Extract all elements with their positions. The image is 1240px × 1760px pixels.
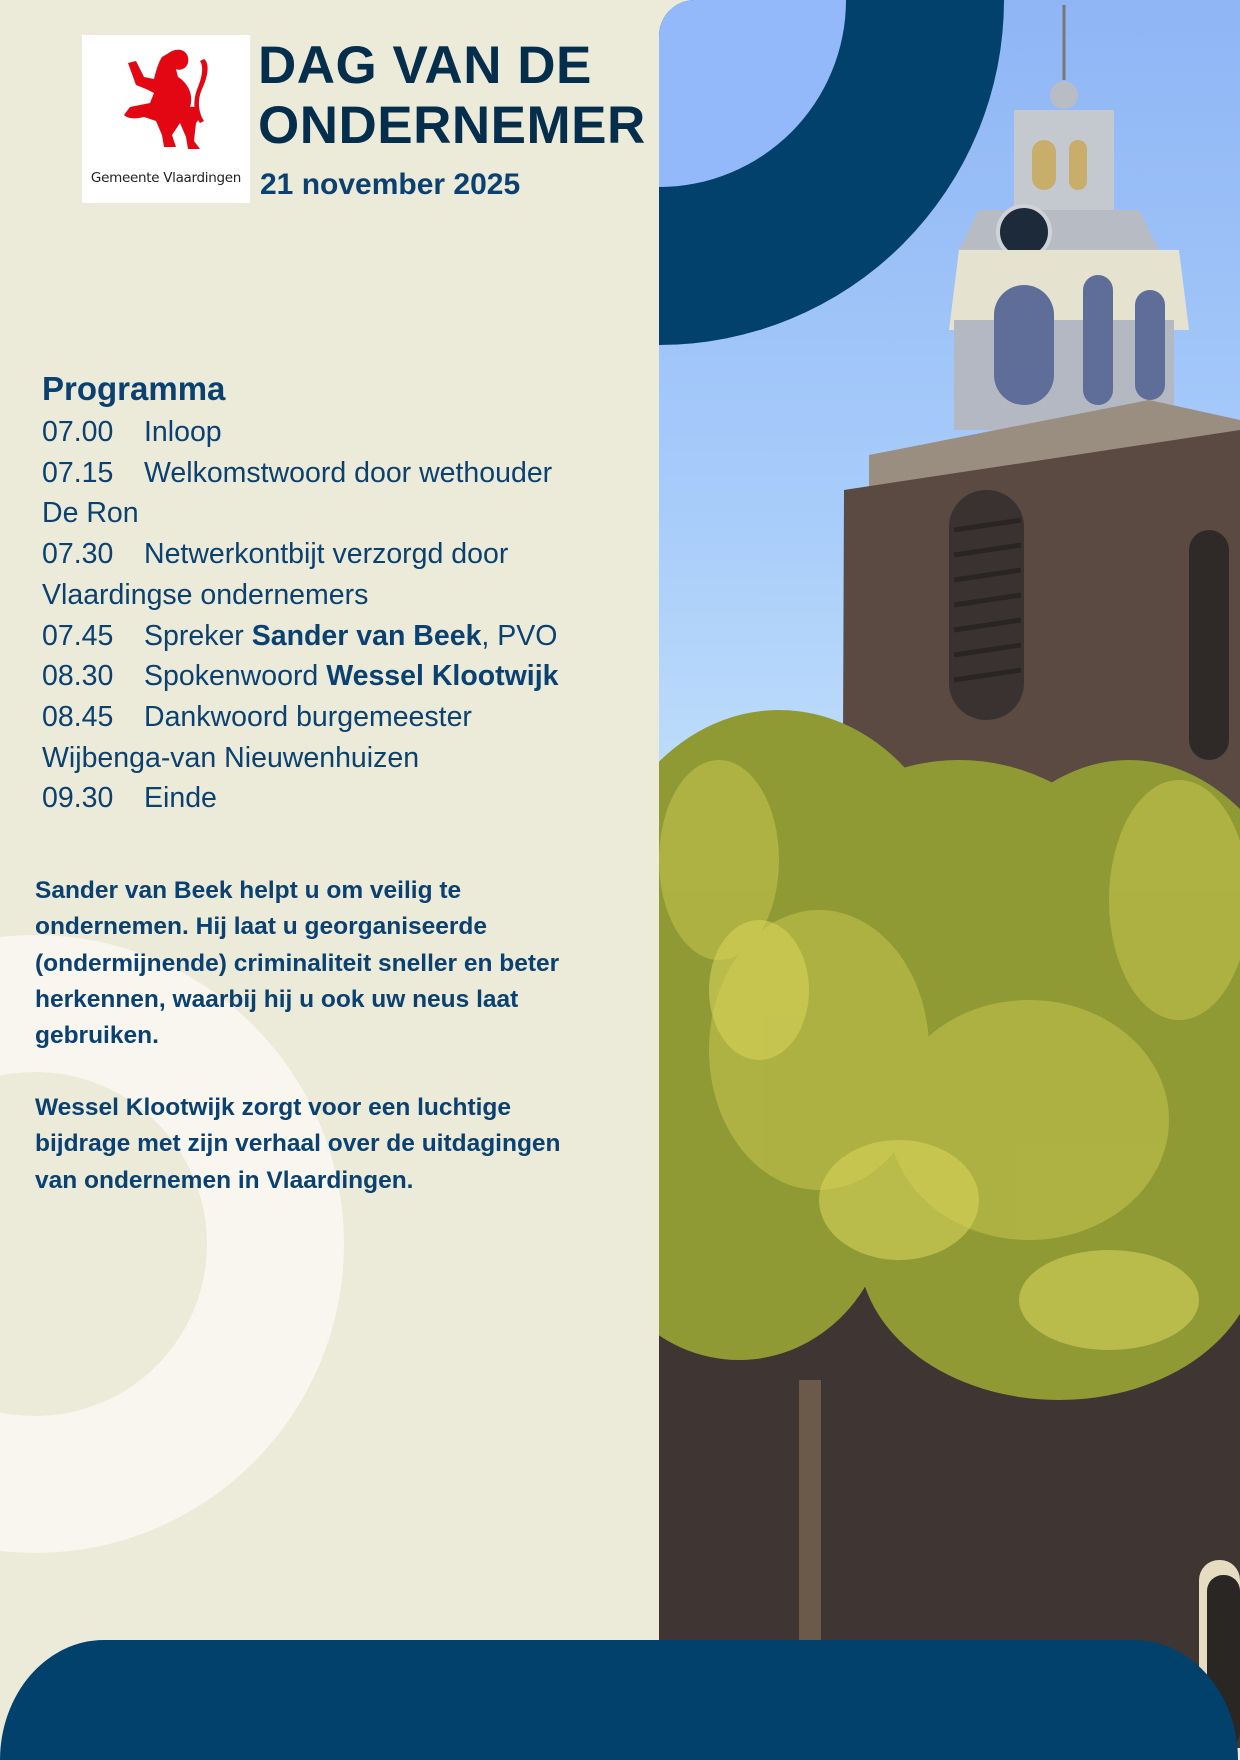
church-photo	[659, 0, 1240, 1748]
speaker-description-2	[35, 1090, 655, 1199]
paragraph-line: bijdrage met zijn verhaal over de uitdagingen	[35, 1130, 561, 1158]
program-item	[42, 778, 642, 819]
paragraph-line: herkennen, waarbij hij u ook uw neus laat	[35, 985, 519, 1013]
program-text: Netwerkontbijt verzorgd door	[144, 538, 509, 571]
program-text: Inloop	[144, 416, 222, 448]
program-item-cont: De Ron	[42, 497, 139, 530]
program-item-cont: Vlaardingse ondernemers	[42, 578, 369, 611]
program-time: 07.30	[42, 538, 114, 571]
speaker-name: Sander van Beek	[251, 619, 482, 652]
paragraph-line: Sander van Beek helpt u om veilig te	[35, 877, 462, 904]
title-line-1: DAG VAN DE	[258, 36, 592, 95]
program-item	[42, 656, 642, 697]
programma-heading: Programma	[42, 370, 226, 407]
event-date: 21 november 2025	[260, 168, 521, 201]
program-item	[42, 412, 642, 453]
paragraph-line: gebruiken.	[35, 1022, 159, 1050]
program-item	[42, 616, 642, 657]
paragraph-line: (ondermijnende) criminaliteit sneller en beter	[35, 949, 560, 977]
paragraph-line: ondernemen. Hij laat u georganiseerde	[35, 913, 488, 941]
municipality-logo	[82, 35, 250, 203]
title-line-2: ONDERNEMER	[258, 96, 646, 155]
paragraph-line: Wessel Klootwijk zorgt voor een luchtige	[35, 1094, 512, 1121]
program-item	[42, 534, 642, 575]
program-text: Welkomstwoord door wethouder	[144, 456, 553, 489]
program-item	[42, 453, 642, 494]
paragraph-line: van ondernemen in Vlaardingen.	[35, 1166, 414, 1194]
program-time: 08.30	[42, 660, 114, 693]
program-text: Dankwoord burgemeester	[144, 700, 472, 733]
program-item	[42, 697, 642, 738]
logo-text: Gemeente Vlaardingen	[90, 170, 242, 186]
program-text: Spreker	[144, 619, 252, 652]
program-time: 09.30	[42, 782, 114, 815]
program-text: Einde	[144, 782, 217, 815]
program-time: 08.45	[42, 700, 114, 733]
page-title	[258, 36, 646, 156]
program-time: 07.45	[42, 619, 114, 652]
footer-band	[0, 1640, 1238, 1760]
program-text-suffix: , PVO	[481, 619, 558, 652]
program-time: 07.15	[42, 456, 114, 489]
program-time: 07.00	[42, 416, 114, 448]
lion-icon	[110, 43, 222, 163]
programma-section	[42, 370, 642, 819]
speaker-name: Wessel Klootwijk	[326, 660, 559, 693]
program-text: Spokenwoord	[144, 660, 327, 693]
speaker-description-1	[35, 873, 655, 1054]
program-item-cont: Wijbenga-van Nieuwenhuizen	[42, 741, 420, 774]
